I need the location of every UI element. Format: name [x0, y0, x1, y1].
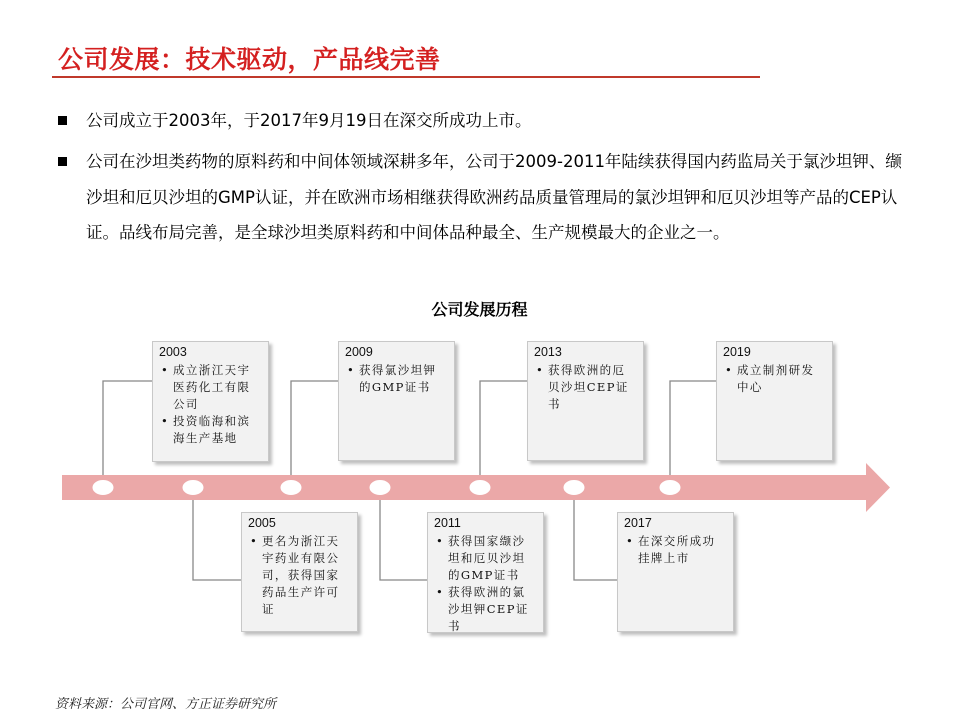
timeline-node: [659, 480, 681, 496]
timeline-title: 公司发展历程: [431, 300, 528, 319]
connector-2003: [103, 381, 152, 479]
event-item: • 获得欧洲的氯沙坦钾CEP证书: [434, 584, 537, 635]
event-item: • 成立浙江天宇医药化工有限公司: [159, 362, 262, 413]
event-year: 2009: [345, 345, 373, 359]
connector-2009: [291, 381, 338, 479]
timeline-node: [92, 480, 114, 496]
event-item: • 获得国家缬沙坦和厄贝沙坦的GMP证书: [434, 533, 537, 584]
timeline-box-2005: [241, 512, 358, 632]
connector-2013: [480, 381, 527, 479]
timeline-box-2011: [427, 512, 544, 633]
timeline-box-2003: [152, 341, 269, 462]
bullet-text: 公司成立于2003年，于2017年9月19日在深交所成功上市。: [86, 111, 532, 130]
timeline-node: [182, 480, 204, 496]
event-year: 2005: [248, 516, 276, 530]
timeline-box-2019: [716, 341, 833, 461]
connector-2019: [670, 381, 716, 479]
timeline-node: [280, 480, 302, 496]
event-item: • 投资临海和滨海生产基地: [159, 413, 262, 447]
event-year: 2011: [434, 516, 461, 530]
event-item: • 获得欧洲的厄贝沙坦CEP证书: [534, 362, 637, 413]
connector-2005: [193, 496, 241, 580]
timeline-node: [369, 480, 391, 496]
event-item: • 成立制剂研发中心: [723, 362, 826, 396]
connector-2017: [574, 496, 617, 580]
timeline-box-2013: [527, 341, 644, 461]
event-item: • 更名为浙江天宇药业有限公司，获得国家药品生产许可证: [248, 533, 351, 618]
connector-2011: [380, 496, 427, 580]
page-title: 公司发展：技术驱动，产品线完善: [58, 45, 441, 74]
timeline-box-2017: [617, 512, 734, 632]
timeline-node: [563, 480, 585, 496]
event-item: • 获得氯沙坦钾的GMP证书: [345, 362, 448, 396]
event-item: • 在深交所成功挂牌上市: [624, 533, 727, 567]
event-year: 2013: [534, 345, 562, 359]
event-year: 2017: [624, 516, 652, 530]
source-note: 资料来源：公司官网、方正证券研究所: [55, 697, 277, 712]
bullet-text: 公司在沙坦类药物的原料药和中间体领域深耕多年，公司于2009-2011年陆续获得国内药监局关于氯沙坦钾、缬沙坦和厄贝沙坦的GMP认证，并在欧洲市场相继获得欧洲药品质量管理局的氯沙坦钾和厄贝沙坦等产品的CEP认证。品线布局完善，是全球沙坦类原料药和中间体品种最全、生产规模最大的企业之一。: [86, 152, 902, 242]
timeline-box-2009: [338, 341, 455, 461]
event-year: 2019: [723, 345, 751, 359]
event-year: 2003: [159, 345, 187, 359]
timeline-node: [469, 480, 491, 496]
